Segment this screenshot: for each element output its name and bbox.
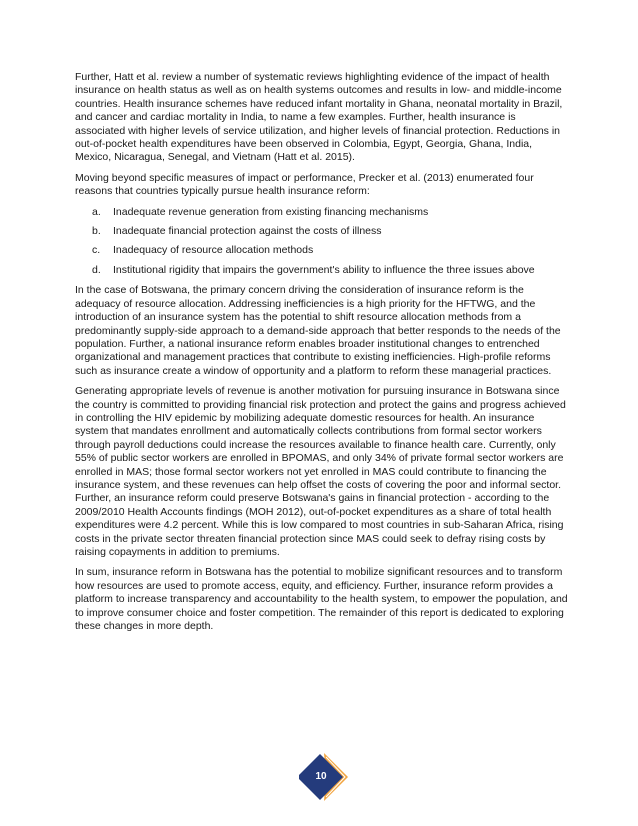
page-body: [75, 71, 568, 640]
paragraph-reasons-intro: Moving beyond specific measures of impact or performance, Precker et al. (2013) enumerated four reasons that countries typically pursue health insurance reform:: [75, 171, 534, 198]
list-marker: d.: [92, 263, 101, 276]
list-item-text: Inadequacy of resource allocation methods: [113, 244, 314, 257]
list-item: [75, 225, 568, 238]
paragraph-evidence: Further, Hatt et al. review a number of systematic reviews highlighting evidence of the impact of health insurance on health status as well as on health systems outcomes and results in low- and middle-income countries. Health insurance schemes have reduced infant mortality in Ghana, neonatal mortality in Brazil, and cancer and cardiac mortality in India, to name a few examples. Further, health insurance is associated with higher levels of service utilization, and higher levels of financial protection. Reductions in out-of-pocket health expenditures have been observed in Colombia, Egypt, Georgia, Ghana, India, Mexico, Nicaragua, Senegal, and Vietnam (Hatt et al. 2015).: [75, 71, 563, 164]
reasons-list: [75, 206, 568, 278]
list-item-text: Inadequate financial protection against the costs of illness: [113, 225, 382, 238]
paragraph-revenue: Generating appropriate levels of revenue is another motivation for pursuing insurance in Botswana since the country is committed to providing financial risk protection and protect the gains and progress achieved in controlling the HIV epidemic by mobilizing adequate domestic resources for health. An insurance system that mandates enrollment and automatically collects contributions from formal sector workers through payroll deductions could increase the resources available to finance health care. Currently, only 55% of public sector workers are enrolled in BPOMAS, and only 34% of private formal sector workers are enrolled in MAS; those formal sector workers not yet enrolled in MAS could contribute to financing the insurance system, and these revenues can help offset the costs of covering the poor and informal sector. Further, an insurance reform could preserve Botswana's gains in financial protection - according to the 2009/2010 Health Accounts findings (MOH 2012), out-of-pocket expenditures as a share of total health expenditures were 4.2 percent. While this is low compared to most countries in sub-Saharan Africa, rising costs in the private sector threaten financial protection since MAS could seek to defray rising costs by raising copayments in addition to premiums.: [75, 385, 566, 558]
list-marker: c.: [92, 244, 101, 257]
list-item-text: Inadequate revenue generation from existing financing mechanisms: [113, 205, 429, 218]
paragraph-resource-allocation: In the case of Botswana, the primary concern driving the consideration of insurance reform is the adequacy of resource allocation. Addressing inefficiencies is a high priority for the HFTWG, and the introduction of an insurance system has the potential to shift resource allocation methods from a predominantly supply-side approach to a demand-side approach that better responds to the needs of the population. Further, a national insurance reform enables broader institutional changes to entrenched organizational and management practices that contribute to existing inefficiencies. High-profile reforms such as insurance create a window of opportunity and a platform to reform these managerial practices.: [75, 284, 561, 377]
list-marker: a.: [92, 205, 101, 218]
paragraph-summary: In sum, insurance reform in Botswana has the potential to mobilize significant resources and to transform how resources are used to promote access, equity, and efficiency. Further, insurance reform provides a platform to increase transparency and accountability to the health system, to empower the population, and to improve consumer choice and foster competition. The remainder of this report is dedicated to exploring these changes in more depth.: [75, 566, 568, 633]
list-item: [75, 244, 568, 257]
list-marker: b.: [92, 225, 101, 238]
list-item: [75, 206, 568, 219]
list-item: [75, 264, 568, 277]
page-number: 10: [315, 771, 327, 782]
list-item-text: Institutional rigidity that impairs the government's ability to influence the three issues above: [113, 263, 535, 276]
